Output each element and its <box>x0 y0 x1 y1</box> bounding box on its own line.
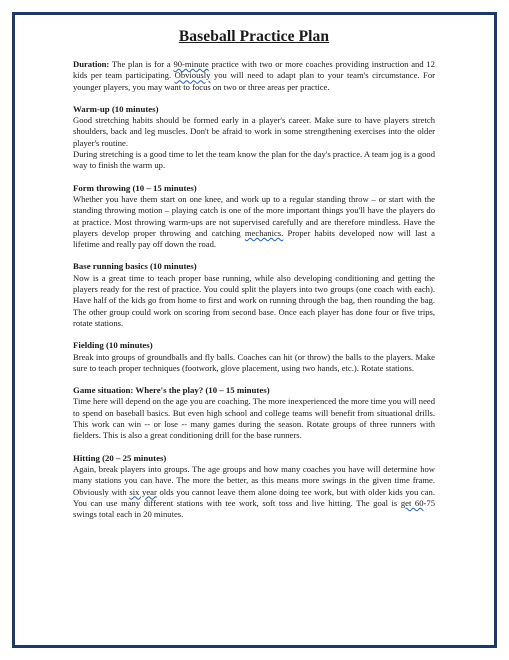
section-paragraph: Time here will depend on the age you are coaching. The more inexperienced the more time you will need to spend on baseball basics. But even high school and college teams will benefit from situational drills. This work can win -- or lose -- many games during the season. Rotate groups of three runners with fielders. This is also a great conditioning drill for the base runners. <box>73 396 436 441</box>
section-game-situation <box>73 385 435 441</box>
spellcheck-flag: Obviously <box>174 70 211 81</box>
section-paragraph: Again, break players into groups. The age groups and how many coaches you have will determine how many stations you can have. The more the better, as this means more swings in the given time frame. Obviously with six year olds you cannot leave them alone doing tee work, but with older kids you can. You can use many different stations with tee work, soft toss and live hitting. The goal is get 60-75 swings total each in 20 minutes. <box>73 463 435 520</box>
section-paragraph: Whether you have them start on one knee, and work up to a regular standing throw – or start with the standing throwing motion – playing catch is one of the more important things you'll have the players do at practice. Most throwing warm-ups are not supervised carefully and are therefore mindless. Have the players develop proper throwing and catching mechanics. Proper habits developed now will last a lifetime and really pay off down the road. <box>73 193 435 250</box>
section-paragraph: Good stretching habits should be formed early in a player's career. Make sure to have players stretch shoulders, back and leg muscles. Don't be afraid to work in some strengthening exercises into the older player's routine. <box>73 115 435 148</box>
section-paragraph: During stretching is a good time to let the team know the plan for the day's practice. A team jog is a good way to finish the warm up. <box>73 149 435 171</box>
section-paragraph: Break into groups of groundballs and fly balls. Coaches can hit (or throw) the balls to the players. Make sure to teach proper techniques (footwork, glove placement, using two hands, etc.). Rotate stations. <box>73 351 435 373</box>
section-paragraph: Now is a great time to teach proper base running, while also developing conditioning and getting the players ready for the rest of practice. You could split the players into two groups (one coach with each). Have half of the kids go from home to first and work on running through the bag, then rounding the bag. The other group could work on scoring from second base. Once each player has done four or five trips, rotate stations. <box>73 272 435 328</box>
duration-label: Duration: <box>73 59 110 69</box>
spellcheck-flag: get 60 <box>400 497 424 508</box>
section-form-throwing <box>73 183 435 251</box>
document-title: Baseball Practice Plan <box>178 28 330 45</box>
intro-paragraph: Duration: The plan is for a 90-minute practice with two or more coaches providing instruction and 12 kids per team participating. Obviously you will need to adapt plan to your team's circumstance. For younger players, you may want to focus on two or three areas per practice. <box>73 59 435 92</box>
section-heading: Warm-up (10 minutes) <box>73 103 159 114</box>
spellcheck-flag: six year <box>129 486 157 497</box>
section-heading: Game situation: Where's the play? (10 – 15 minutes) <box>73 385 270 396</box>
spellcheck-flag: 90-minute <box>173 59 209 69</box>
spellcheck-flag: mechanics. <box>244 227 284 238</box>
section-heading: Base running basics (10 minutes) <box>73 261 197 272</box>
section-fielding <box>73 340 435 374</box>
document-body <box>73 28 435 520</box>
section-heading: Form throwing (10 – 15 minutes) <box>73 182 197 193</box>
section-hitting <box>73 453 435 521</box>
section-heading: Hitting (20 – 25 minutes) <box>73 452 167 463</box>
section-heading: Fielding (10 minutes) <box>73 340 153 351</box>
section-base-running <box>73 261 435 329</box>
section-warm-up <box>73 104 435 172</box>
